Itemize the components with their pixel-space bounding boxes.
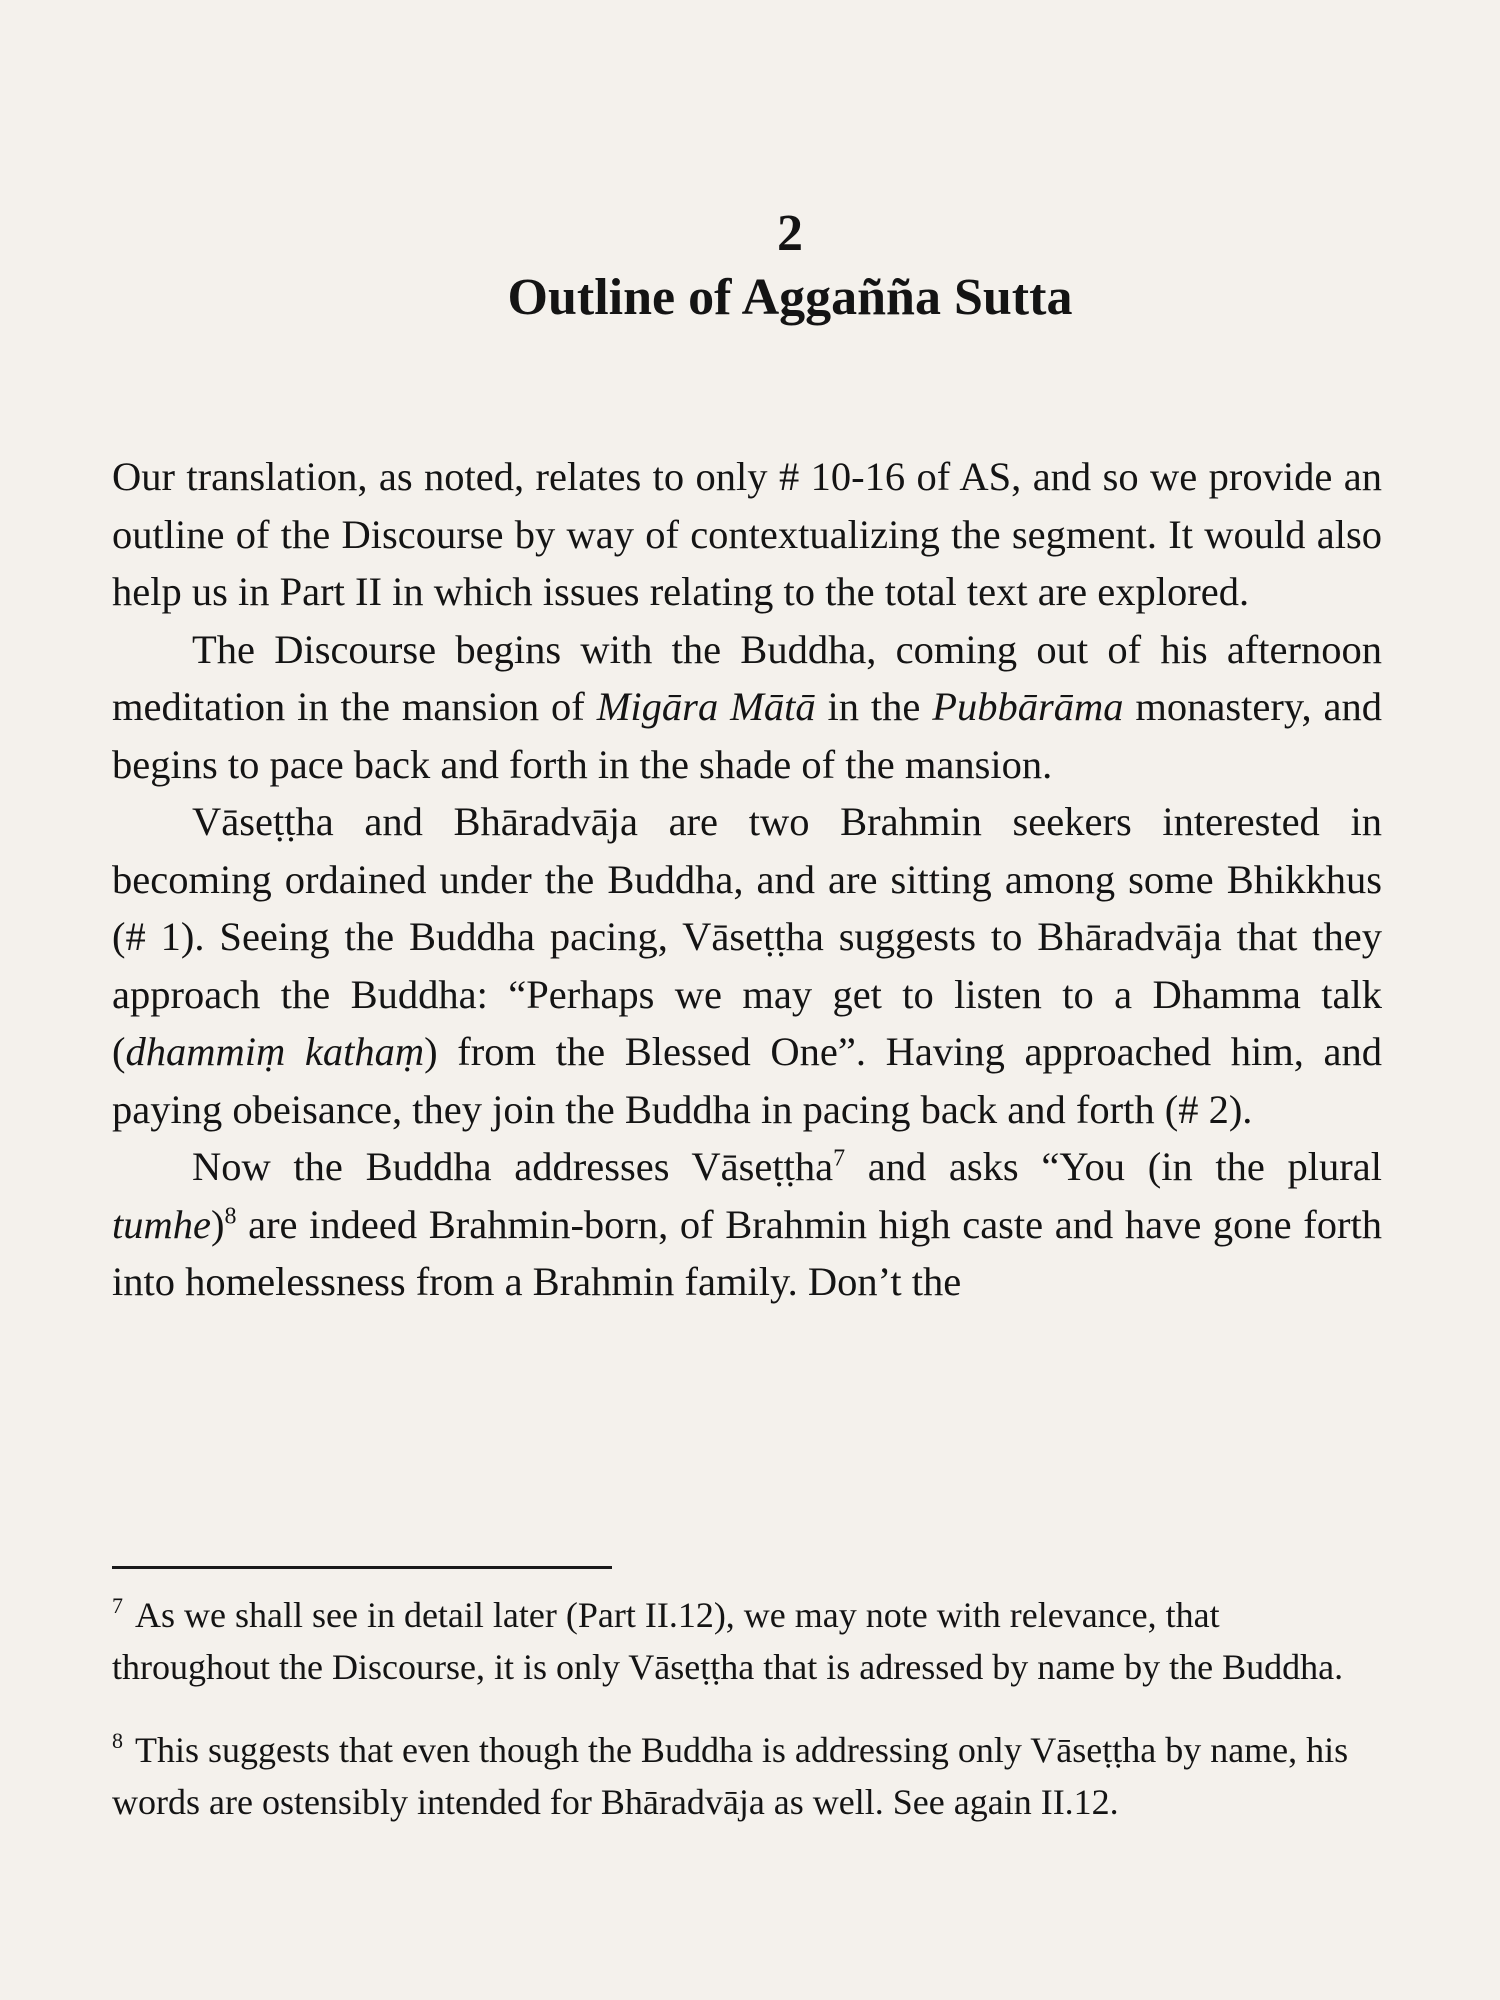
paragraph-2-start: The Discourse begins with the Buddha, coming out of his afternoon meditation in the mansion of — [112, 626, 1382, 729]
body-text — [112, 448, 1382, 1311]
chapter-number: 2 — [777, 205, 803, 262]
footnote-divider — [112, 1566, 612, 1569]
paragraph-4-start: Now the Buddha addresses Vāseṭṭha — [192, 1144, 834, 1189]
paragraph-4-close: ) — [210, 1201, 225, 1247]
paragraph-4-mid: and asks “You (in the plural — [845, 1144, 1382, 1189]
footnote-text: This suggests that even though the Buddha is addressing only Vāseṭṭha by name, his words are ostensibly intended for Bhāradvāja as well. See again II.12. — [112, 1730, 1349, 1822]
paragraph-2-italic-1: Migāra Mātā — [596, 684, 816, 729]
paragraph-3 — [112, 793, 1382, 1138]
paragraph-3-end: ) from the Blessed One”. Having approached him, and paying obeisance, they join the Buddha in pacing back and forth (# 2). — [112, 1029, 1382, 1132]
footnotes — [112, 1580, 1382, 1850]
paragraph-2 — [112, 621, 1382, 794]
paragraph-1 — [112, 448, 1382, 621]
footnote-number: 7 — [112, 1593, 123, 1618]
chapter-title: Outline of Aggañña Sutta — [507, 269, 1073, 326]
paragraph-4-end: are indeed Brahmin-born, of Brahmin high caste and have gone forth into homelessness from a Brahmin family. Don’t the — [112, 1201, 1382, 1304]
paragraph-1-text: Our translation, as noted, relates to only # 10-16 of AS, and so we provide an outline of the Discourse by way of contextualizing the segment. It would also help us in Part II in which issues relating to the total text are explored. — [112, 454, 1382, 614]
paragraph-3-italic: dhammiṃ kathaṃ — [125, 1029, 425, 1074]
paragraph-4-italic: tumhe — [112, 1201, 211, 1247]
paragraph-3-start: Vāseṭṭha and Bhāradvāja are two Brahmin seekers interested in becoming ordained under the Buddha, and are sitting among some Bhikkhus (# 1). Seeing the Buddha pacing, Vāseṭṭha suggests to Bhāradvāja that they approach the Buddha: “Perhaps we may get to listen to a Dhamma talk ( — [112, 799, 1382, 1074]
paragraph-2-mid: in the — [815, 684, 933, 729]
paragraph-2-end: monastery, and begins to pace back and forth in the shade of the mansion. — [112, 684, 1382, 787]
footnote-8 — [112, 1715, 1382, 1828]
footnote-7 — [112, 1580, 1382, 1693]
footnote-ref-7: 7 — [833, 1145, 846, 1172]
paragraph-4 — [112, 1138, 1382, 1311]
footnote-ref-8: 8 — [224, 1203, 237, 1229]
footnote-text: As we shall see in detail later (Part II.12), we may note with relevance, that throughout the Discourse, it is only Vāseṭṭha that is adressed by name by the Buddha. — [112, 1595, 1344, 1687]
footnote-number: 8 — [112, 1728, 123, 1753]
paragraph-2-italic-2: Pubbārāma — [932, 684, 1124, 729]
